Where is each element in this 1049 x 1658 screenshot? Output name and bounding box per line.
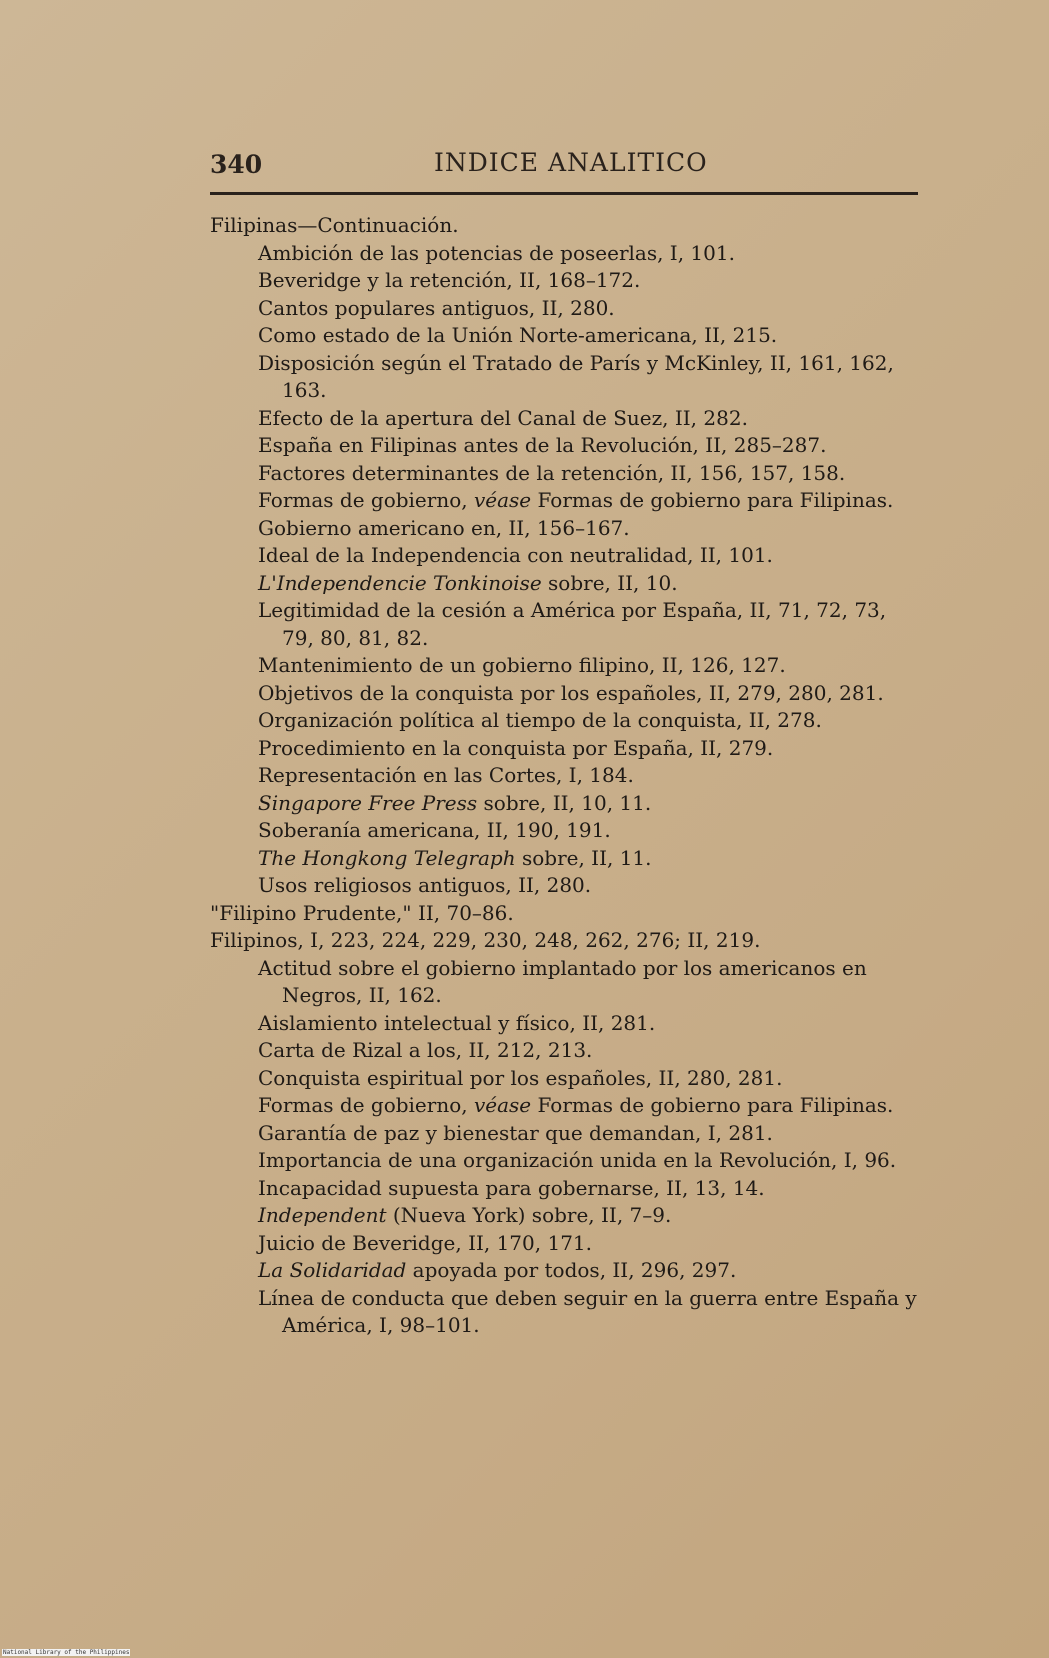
index-sub-entry: Procedimiento en la conquista por España, II, 279. — [258, 735, 774, 760]
index-sub-entry: Garantía de paz y bienestar que demandan, I, 281. — [258, 1120, 773, 1145]
index-sub-entry: Como estado de la Unión Norte-americana, II, 215. — [258, 323, 778, 347]
index-sub-entry: Usos religiosos antiguos, II, 280. — [258, 873, 592, 897]
entry-text: (Nueva York) sobre, II, 7–9. — [386, 1203, 672, 1227]
footer-credit: National Library of the Philippines — [3, 1649, 130, 1656]
index-sub-entry: Soberanía americana, II, 190, 191. — [258, 818, 611, 842]
index-sub-entry — [210, 1092, 922, 1120]
index-sub-entry: Organización política al tiempo de la conquista, II, 278. — [258, 708, 822, 732]
index-sub-entry — [210, 487, 922, 515]
index-sub-entry — [210, 790, 922, 818]
entry-text: Formas de gobierno para Filipinas. — [531, 1093, 894, 1117]
index-sub-entry: España en Filipinas antes de la Revolución, II, 285–287. — [258, 433, 827, 457]
index-sub-entry: Aislamiento intelectual y físico, II, 281. — [258, 1010, 656, 1035]
entry-text: Formas de gobierno para Filipinas. — [531, 488, 894, 512]
index-sub-entry: Representación en las Cortes, I, 184. — [258, 763, 634, 787]
entry-text: sobre, II, 10. — [541, 570, 678, 595]
entry-italic-text: La Solidaridad — [258, 1258, 407, 1282]
index-sub-entry: Ambición de las potencias de poseerlas, I, 101. — [258, 240, 735, 265]
index-sub-entry: Conquista espiritual por los españoles, II, 280, 281. — [258, 1065, 783, 1090]
index-sub-entry: Importancia de una organización unida en la Revolución, I, 96. — [258, 1148, 897, 1172]
index-sub-entry: Disposición según el Tratado de París y McKinley, II, 161, 162, 163. — [258, 350, 894, 402]
entry-text: Formas de gobierno, — [258, 488, 474, 512]
index-sub-entry: Factores determinantes de la retención, II, 156, 157, 158. — [258, 460, 846, 485]
index-sub-entry — [210, 845, 922, 873]
index-sub-entry — [210, 570, 922, 598]
entry-italic-text: véase — [473, 488, 532, 512]
index-sub-entry: Incapacidad supuesta para gobernarse, II, 13, 14. — [258, 1175, 765, 1200]
index-sub-entry: Actitud sobre el gobierno implantado por los americanos en Negros, II, 162. — [258, 955, 867, 1007]
index-sub-entry — [210, 1202, 922, 1230]
entry-italic-text: Independent — [258, 1203, 387, 1227]
entry-italic-text: L'Independencie Tonkinoise — [258, 570, 542, 595]
page-number: 340 — [210, 150, 263, 179]
header-rule — [210, 192, 918, 195]
entry-italic-text: véase — [473, 1093, 532, 1117]
index-sub-entry: Gobierno americano en, II, 156–167. — [258, 515, 630, 540]
index-sub-entry — [210, 1257, 922, 1285]
entry-text: sobre, II, 10, 11. — [477, 790, 652, 815]
index-sub-entry: Ideal de la Independencia con neutralidad, II, 101. — [258, 543, 773, 567]
index-sub-entry: Mantenimiento de un gobierno filipino, II, 126, 127. — [258, 653, 786, 677]
entry-italic-text: The Hongkong Telegraph — [258, 845, 516, 870]
entry-italic-text: Singapore Free Press — [258, 790, 478, 815]
index-sub-entry: Cantos populares antiguos, II, 280. — [258, 295, 615, 320]
entry-text: Formas de gobierno, — [258, 1093, 474, 1117]
index-sub-entry: Objetivos de la conquista por los españoles, II, 279, 280, 281. — [258, 680, 884, 705]
entry-text: apoyada por todos, II, 296, 297. — [406, 1258, 737, 1282]
index-main-entry: Filipinas—Continuación. — [210, 213, 459, 237]
index-sub-entry: Beveridge y la retención, II, 168–172. — [258, 268, 641, 292]
index-body — [210, 212, 922, 1340]
index-main-entry: Filipinos, I, 223, 224, 229, 230, 248, 262, 276; II, 219. — [210, 928, 761, 952]
index-sub-entry: Legitimidad de la cesión a América por España, II, 71, 72, 73, 79, 80, 81, 82. — [258, 598, 887, 650]
entry-text: sobre, II, 11. — [515, 845, 652, 870]
index-sub-entry: Carta de Rizal a los, II, 212, 213. — [258, 1038, 593, 1062]
index-sub-entry: Línea de conducta que deben seguir en la guerra entre España y América, I, 98–101. — [258, 1285, 917, 1337]
running-title: INDICE ANALITICO — [434, 148, 708, 177]
index-sub-entry: Efecto de la apertura del Canal de Suez, II, 282. — [258, 405, 748, 430]
index-sub-entry: Juicio de Beveridge, II, 170, 171. — [258, 1230, 593, 1255]
index-main-entry: "Filipino Prudente," II, 70–86. — [210, 900, 514, 925]
